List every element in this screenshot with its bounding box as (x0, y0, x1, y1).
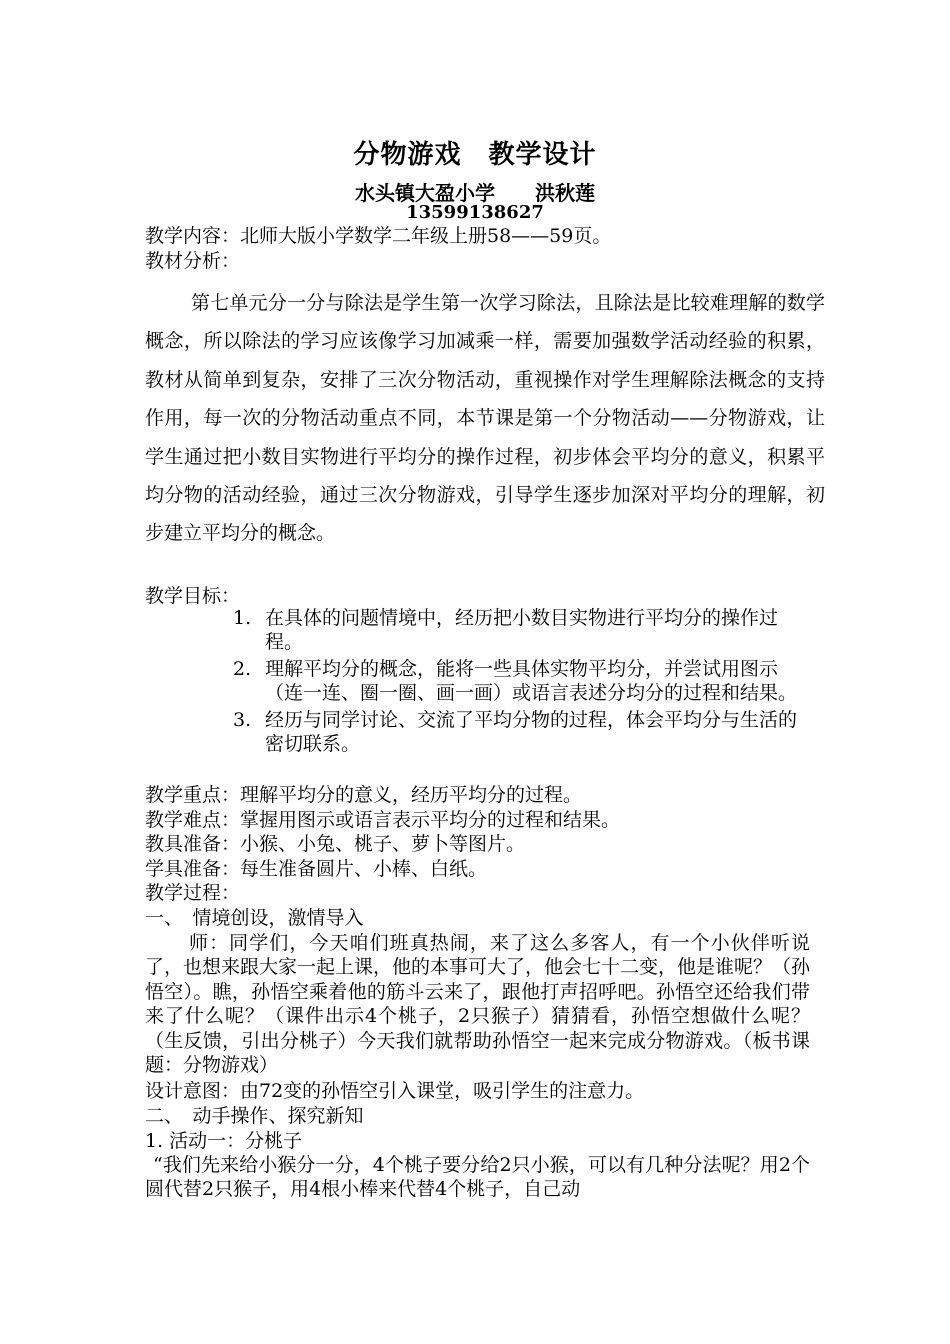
teaching-content: 教学内容：北师大版小学数学二年级上册58——59页。 (145, 225, 612, 247)
section-2-heading: 二、 动手操作、探究新知 (145, 1105, 364, 1127)
goal-text: 经历与同学讨论、交流了平均分物的过程，体会平均分与生活的密切联系。 (265, 709, 798, 755)
doc-author: 水头镇大盈小学 洪秋莲 (355, 181, 595, 205)
goals-label: 教学目标： (145, 585, 241, 607)
difficulty: 教学难点：掌握用图示或语言表示平均分的过程和结果。 (145, 809, 621, 831)
analysis-paragraph: 第七单元分一分与除法是学生第一次学习除法，且除法是比较难理解的数学概念，所以除法的学习应该像学习加减乘一样，需要加强数学活动经验的积累，教材从简单到复杂，安排了三次分物活动，重视操作对学生理解除法概念的支持作用，每一次的分物活动重点不同，本节课是第一个分物活动——分物游戏，让学生通过把小数目实物进行平均分的操作过程，初步体会平均分的意义，积累平均分物的活动经验，通过三次分物游戏，引导学生逐步加深对平均分的理解，初步建立平均分的概念。 (145, 292, 825, 545)
student-tools: 学具准备：每生准备圆片、小棒、白纸。 (145, 858, 488, 880)
teacher-tools: 教具准备：小猴、小兔、桃子、萝卜等图片。 (145, 833, 526, 855)
activity-1-paragraph: “我们先来给小猴分一分，4个桃子要分给2只小猴，可以有几种分法呢？用2个圆代替2只猴子，用4根小棒来代替4个桃子，自己动 (145, 1154, 810, 1201)
activity-1-heading: 1. 活动一：分桃子 (145, 1130, 303, 1152)
goal-item (233, 708, 813, 756)
doc-phone: 13599138627 (406, 202, 544, 223)
doc-title: 分物游戏 教学设计 (353, 140, 597, 170)
goals-list (233, 606, 813, 759)
goal-number: 1. (233, 607, 252, 629)
key-point: 教学重点：理解平均分的意义，经历平均分的过程。 (145, 784, 583, 806)
section-1-heading: 一、 情境创设，激情导入 (145, 907, 364, 929)
section-1-paragraph: 师：同学们，今天咱们班真热闹，来了这么多客人，有一个小伙伴听说了，也想来跟大家一起上课，他的本事可大了，他会七十二变，他是谁呢？（孙悟空）。瞧，孙悟空乘着他的筋斗云来了，跟他打声招呼吧。孙悟空还给我们带来了什么呢？（课件出示4个桃子，2只猴子）猜猜看，孙悟空想做什么呢？（生反馈，引出分桃子）今天我们就帮助孙悟空一起来完成分物游戏。（板书课题：分物游戏） (145, 932, 811, 1077)
process-label: 教学过程： (145, 882, 241, 904)
goal-text: 理解平均分的概念，能将一些具体实物平均分，并尝试用图示（连一连、圈一圈、画一画）或语言表述分均分的过程和结果。 (265, 658, 798, 704)
analysis-label: 教材分析： (145, 250, 241, 272)
goal-item (233, 606, 813, 654)
design-intent: 设计意图：由72变的孙悟空引入课堂，吸引学生的注意力。 (145, 1080, 645, 1102)
goal-item (233, 657, 813, 705)
goal-number: 3. (233, 709, 252, 731)
goal-number: 2. (233, 658, 252, 680)
goal-text: 在具体的问题情境中，经历把小数目实物进行平均分的操作过程。 (265, 607, 779, 653)
